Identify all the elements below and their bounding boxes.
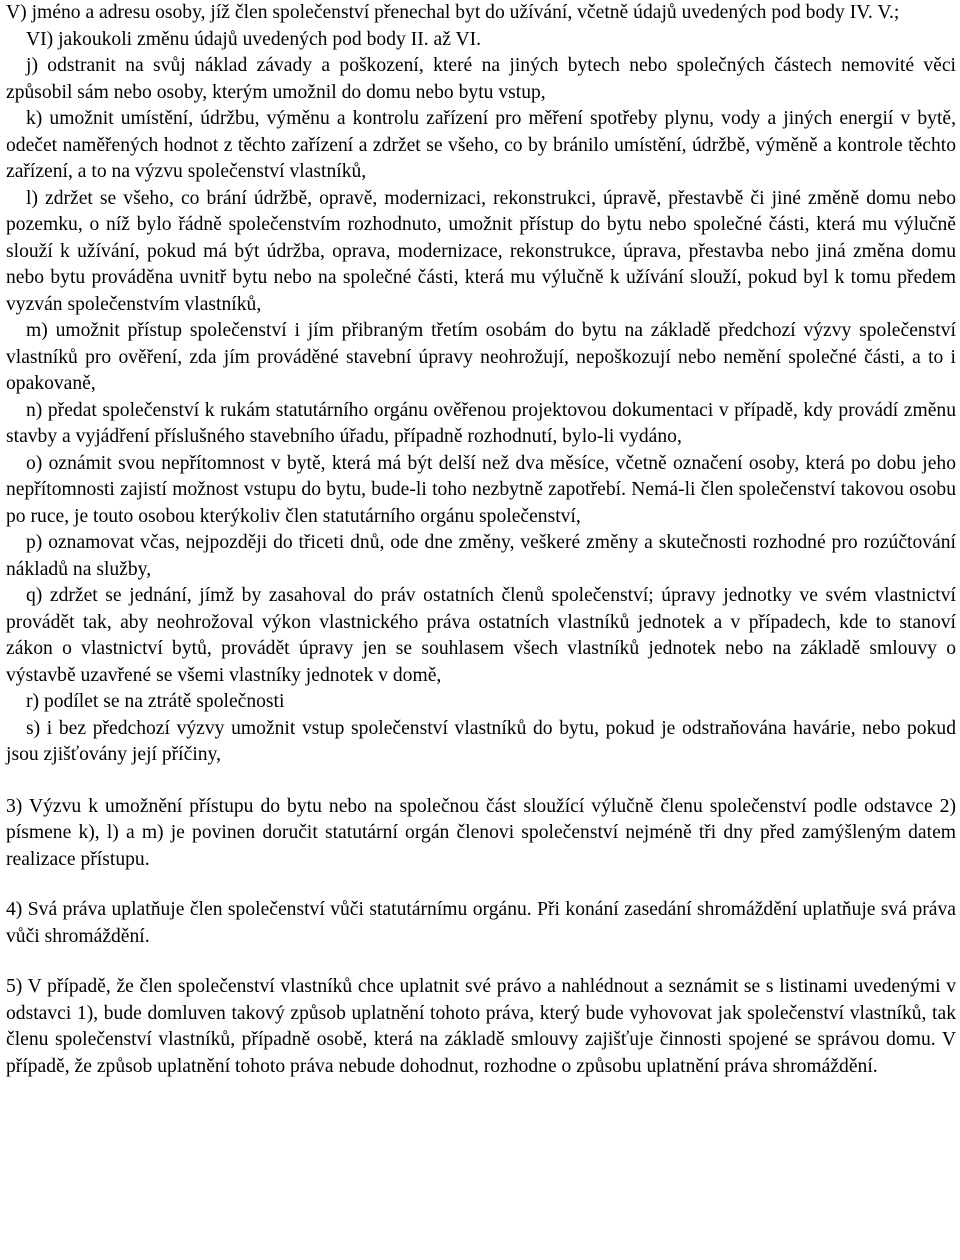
- item-v: V) jméno a adresu osoby, jíž člen společenství přenechal byt do užívání, včetně údajů uvedených pod body IV. V.;: [6, 2, 900, 23]
- paragraph-5: 5) V případě, že člen společenství vlastníků chce uplatnit své právo a nahlédnout a seznámit se s listinami uvedenými v odstavci 1), bude domluven takový způsob uplatnění tohoto práva, který bude vyhovovat jak společenství vlastníků, tak členu společenství vlastníků, případně osobě, která na základě smlouvy zajišťuje činnosti spojené se správou domu. V případě, že způsob uplatnění tohoto práva nebude dohodnut, rozhodne o způsobu uplatnění práva shromáždění.: [6, 976, 956, 1077]
- item-o: o) oznámit svou nepřítomnost v bytě, která má být delší než dva měsíce, včetně označení osoby, která po dobu jeho nepřítomnosti zajistí možnost vstupu do bytu, bude-li toho nezbytně zapotřebí. Nemá-li člen společenství takovou osobu po ruce, je touto osobou kterýkoliv člen statutárního orgánu společenství,: [6, 452, 956, 527]
- item-j: j) odstranit na svůj náklad závady a poškození, které na jiných bytech nebo společných částech nemovité věci způsobil sám nebo osoby, kterým umožnil do domu nebo bytu vstup,: [6, 55, 956, 103]
- item-vi: VI) jakoukoli změnu údajů uvedených pod body II. až VI.: [26, 28, 482, 50]
- item-l: l) zdržet se všeho, co brání údržbě, opravě, modernizaci, rekonstrukci, úpravě, přestavbě či jiné změně domu nebo pozemku, o níž bylo řádně společenstvím rozhodnuto, umožnit přístup do bytu nebo společné části, která mu výlučně slouží k užívání, pokud má být údržba, oprava, modernizace, rekonstrukce, úprava, přestavba nebo jiná změna domu nebo bytu prováděna uvnitř bytu nebo na společné části, která mu výlučně k užívání slouží, pokud byl k tomu předem vyzván společenstvím vlastníků,: [6, 187, 956, 315]
- item-s: s) i bez předchozí výzvy umožnit vstup společenství vlastníků do bytu, pokud je odstraňována havárie, nebo pokud jsou zjišťovány její příčiny,: [6, 717, 956, 765]
- item-q: q) zdržet se jednání, jímž by zasahoval do práv ostatních členů společenství; úpravy jednotky ve svém vlastnictví provádět tak, aby neohrožoval výkon vlastnického práva ostatních vlastníků jednotek a v případech, kde to stanoví zákon o vlastnictví bytů, provádět úpravy jen se souhlasem všech vlastníků jednotek nebo na základě smlouvy o výstavbě uzavřené se všemi vlastníky jednotek v domě,: [6, 585, 956, 686]
- spacer: [6, 873, 956, 897]
- item-r: r) podílet se na ztrátě společnosti: [26, 691, 285, 712]
- paragraph-3: 3) Výzvu k umožnění přístupu do bytu nebo na společnou část sloužící výlučně členu společenství podle odstavce 2) písmene k), l) a m) je povinen doručit statutární orgán členovi společenství nejméně tři dny před zamýšleným datem realizace přístupu.: [6, 795, 956, 870]
- spacer: [6, 769, 956, 794]
- spacer: [6, 950, 956, 974]
- item-k: k) umožnit umístění, údržbu, výměnu a kontrolu zařízení pro měření spotřeby plynu, vody a jiných energií v bytě, odečet naměřených hodnot z těchto zařízení a zdržet se všeho, co by bránilo umístění, údržbě, výměně a kontrole těchto zařízení, a to na výzvu společenství vlastníků,: [6, 108, 956, 182]
- item-n: n) předat společenství k rukám statutárního orgánu ověřenou projektovou dokumentaci v případě, kdy provádí změnu stavby a vyjádření příslušného stavebního úřadu, případně rozhodnutí, bylo-li vydáno,: [6, 399, 956, 447]
- paragraph-4: 4) Svá práva uplatňuje člen společenství vůči statutárnímu orgánu. Při konání zasedání shromáždění uplatňuje svá práva vůči shromáždění.: [6, 899, 956, 947]
- item-m: m) umožnit přístup společenství i jím přibraným třetím osobám do bytu na základě předchozí výzvy společenství vlastníků pro ověření, zda jím prováděné stavební úpravy neohrožují, nepoškozují nebo nemění společné části, a to i opakovaně,: [6, 320, 956, 394]
- item-p: p) oznamovat včas, nejpozději do třiceti dnů, ode dne změny, veškeré změny a skutečnosti rozhodné pro rozúčtování nákladů na služby,: [6, 532, 956, 580]
- document-page: [6, 0, 956, 1080]
